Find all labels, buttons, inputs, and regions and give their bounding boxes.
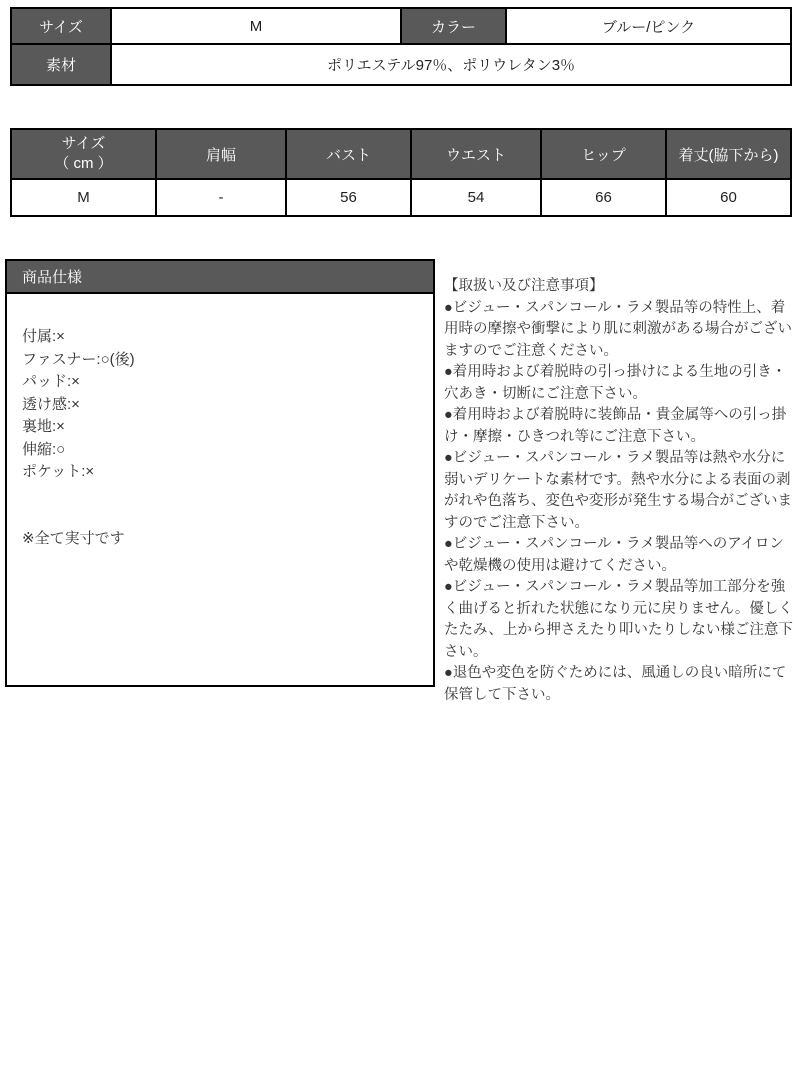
shoulder-width-cell: -	[156, 179, 286, 216]
care-note-heat-moisture: ●ビジュー・スパンコール・ラメ製品等は熱や水分に弱いデリケートな素材です。熱や水分による表面の剥がれや色落ち、変色や変形が発生する場合がございますのでご注意下さい。	[444, 450, 792, 531]
spec-box-title: 商品仕様	[7, 261, 433, 294]
spec-item-sheerness: 透け感:×	[22, 395, 80, 413]
spec-item-stretch: 伸縮:○	[22, 440, 66, 458]
product-spec-box	[5, 259, 435, 687]
shoulder-width-header: 肩幅	[156, 129, 286, 179]
hip-cell: 66	[541, 179, 666, 216]
care-notes	[444, 276, 798, 706]
measurements-header-row	[11, 129, 791, 179]
hip-header: ヒップ	[541, 129, 666, 179]
measurements-data-row	[11, 179, 791, 216]
fabric-spec-table	[10, 7, 792, 86]
spec-table-row-size-color	[11, 8, 791, 44]
length-cell: 60	[666, 179, 791, 216]
care-notes-title: 【取扱い及び注意事項】	[444, 278, 604, 294]
bust-cell: 56	[286, 179, 411, 216]
care-note-storage: ●退色や変色を防ぐためには、風通しの良い暗所にて保管して下さい。	[444, 665, 787, 703]
care-note-jewelry: ●着用時および着脱時に装飾品・貴金属等への引っ掛け・摩擦・ひきつれ等にご注意下さい。	[444, 407, 787, 445]
care-note-friction: ●ビジュー・スパンコール・ラメ製品等の特性上、着用時の摩擦や衝撃により肌に刺激がある場合がございますのでご注意ください。	[444, 299, 792, 359]
color-value: ブルー/ピンク	[506, 8, 791, 44]
measurement-note: ※全て実寸です	[22, 529, 125, 547]
bust-header: バスト	[286, 129, 411, 179]
care-note-iron-dryer: ●ビジュー・スパンコール・ラメ製品等へのアイロンや乾燥機の使用は避けてください。	[444, 536, 784, 574]
waist-header: ウエスト	[411, 129, 541, 179]
size-cell: M	[11, 179, 156, 216]
spec-item-lining: 裏地:×	[22, 418, 65, 435]
size-value: M	[111, 8, 401, 44]
size-cm-header-line2: （ cm ）	[54, 155, 113, 172]
spec-box-body	[7, 294, 433, 548]
waist-cell: 54	[411, 179, 541, 216]
spec-table-row-material	[11, 44, 791, 85]
size-header: サイズ	[11, 8, 111, 44]
material-header: 素材	[11, 44, 111, 85]
care-note-snagging: ●着用時および着脱時の引っ掛けによる生地の引き・穴あき・切断にご注意下さい。	[444, 364, 787, 402]
material-value: ポリエステル97％、ポリウレタン3％	[111, 44, 791, 85]
size-measurements-table	[10, 128, 792, 217]
size-cm-header	[11, 129, 156, 179]
size-cm-header-line1: サイズ	[61, 135, 106, 152]
length-header: 着丈(脇下から)	[666, 129, 791, 179]
spec-item-pad: パッド:×	[22, 373, 80, 390]
spec-item-accessory: 付属:×	[22, 328, 65, 345]
spec-item-fastener: ファスナー:○(後)	[22, 350, 135, 368]
color-header: カラー	[401, 8, 506, 44]
care-note-bending: ●ビジュー・スパンコール・ラメ製品等加工部分を強く曲げると折れた状態になり元に戻りません。優しくたたみ、上から押さえたり叩いたりしない様ご注意下さい。	[444, 579, 793, 660]
spec-item-pocket: ポケット:×	[22, 463, 95, 480]
